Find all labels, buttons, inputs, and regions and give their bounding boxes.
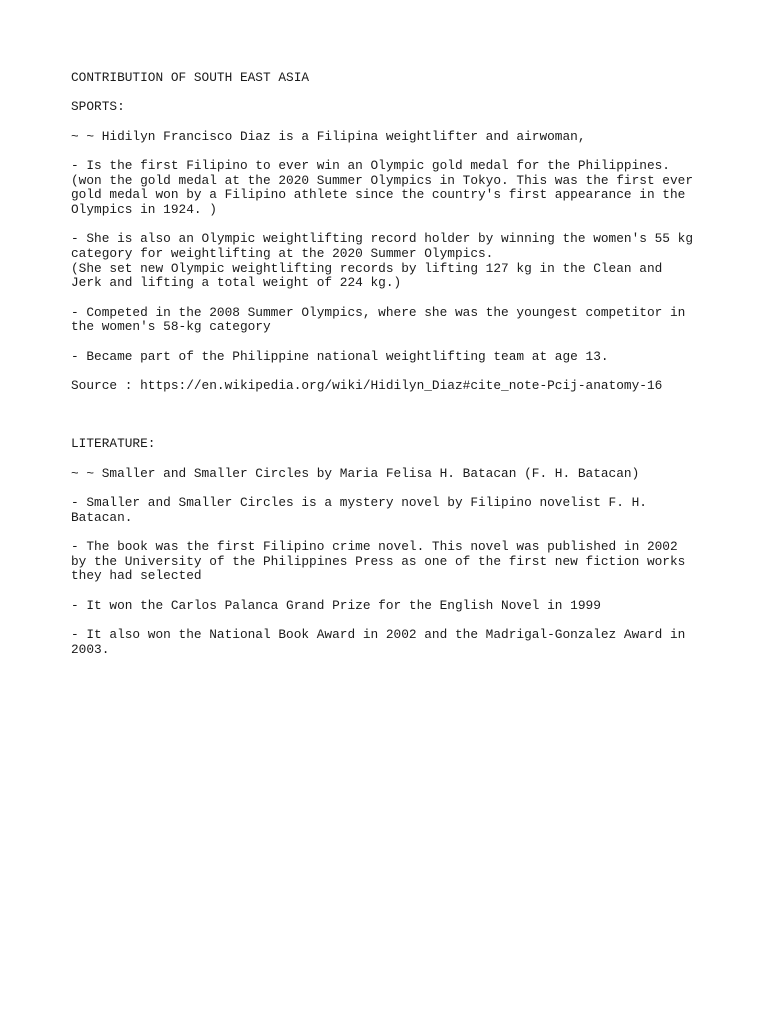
literature-point-3: - It won the Carlos Palanca Grand Prize for the English Novel in 1999 [71,597,601,613]
sports-heading: SPORTS: [71,99,125,115]
sports-point-1-detail: (won the gold medal at the 2020 Summer Olympics in Tokyo. This was the first ever gold medal won by a Filipino athlete since the country's first appearance in the Olympics in 1924. ) [71,172,694,217]
sports-intro: ~ ~ Hidilyn Francisco Diaz is a Filipina weightlifter and airwoman, [71,128,586,144]
sports-point-2-main: - She is also an Olympic weightlifting record holder by winning the women's 55 kg category for weightlifting at the 2020 Summer Olympics. [71,231,694,261]
sports-point-3: - Competed in the 2008 Summer Olympics, where she was the youngest competitor in the women's 58-kg category [71,304,686,335]
document-title: CONTRIBUTION OF SOUTH EAST ASIA [71,70,310,85]
sports-source: Source : https://en.wikipedia.org/wiki/Hidilyn_Diaz#cite_note-Pcij-anatomy-16 [71,377,663,393]
literature-point-2: - The book was the first Filipino crime novel. This novel was published in 2002 by the University of the Philippines Press as one of the first new fiction works they had selected [71,539,686,584]
sports-point-4: - Became part of the Philippine national weightlifting team at age 13. [71,348,609,364]
document-page [71,71,697,672]
literature-intro: ~ ~ Smaller and Smaller Circles by Maria Felisa H. Batacan (F. H. Batacan) [71,465,640,481]
literature-heading: LITERATURE: [71,436,156,452]
literature-point-1: - Smaller and Smaller Circles is a mystery novel by Filipino novelist F. H. Batacan. [71,495,647,525]
sports-point-2 [71,232,697,290]
literature-point-4: - It also won the National Book Award in 2002 and the Madrigal-Gonzalez Award in 2003. [71,627,686,657]
sports-point-1 [71,159,697,217]
sports-point-2-detail: (She set new Olympic weightlifting records by lifting 127 kg in the Clean and Jerk and lifting a total weight of 224 kg.) [71,260,663,291]
section-spacer [71,408,697,437]
sports-point-1-main: - Is the first Filipino to ever win an Olympic gold medal for the Philippines. [71,158,670,174]
